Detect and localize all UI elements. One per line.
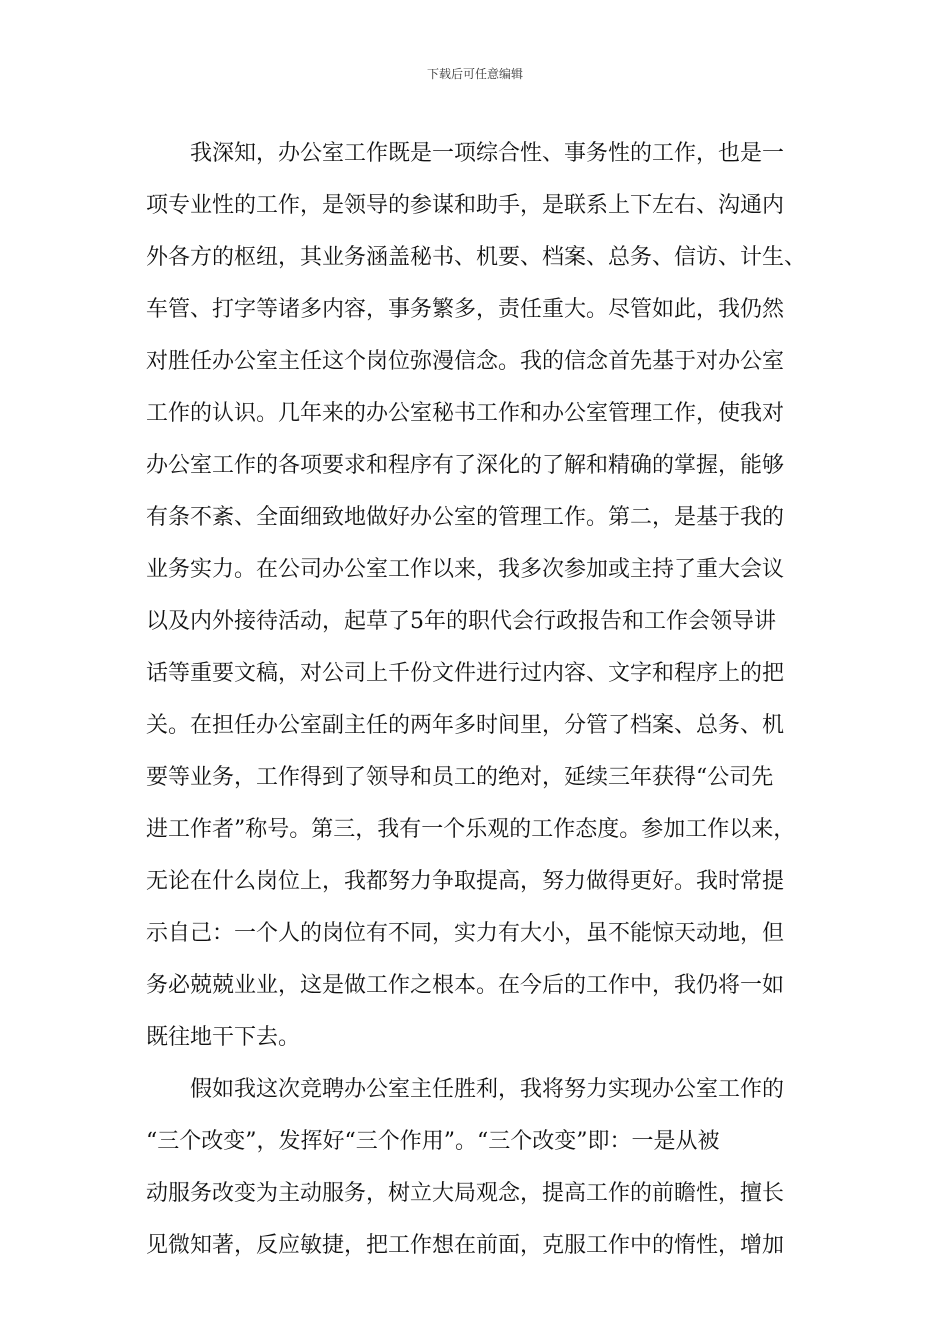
text-line: 车管、打字等诸多内容，事务繁多，责任重大。尽管如此，我仍然 — [146, 297, 785, 322]
text-line: 示自己：一个人的岗位有不同，实力有大小，虽不能惊天动地，但 — [146, 921, 785, 946]
text-line: 假如我这次竞聘办公室主任胜利，我将努力实现办公室工作的 — [190, 1077, 785, 1102]
text-line: 项专业性的工作，是领导的参谋和助手，是联系上下左右、沟通内 — [146, 193, 785, 218]
text-line: 外各方的枢纽，其业务涵盖秘书、机要、档案、总务、信访、计生、 — [146, 245, 807, 270]
text-line: 既往地干下去。 — [146, 1025, 301, 1050]
text-line: 以及内外接待活动，起草了5年的职代会行政报告和工作会领导讲 — [146, 609, 776, 634]
paragraph — [146, 1064, 806, 1272]
paragraph — [146, 128, 806, 1064]
text-line: 业务实力。在公司办公室工作以来，我多次参加或主持了重大会议 — [146, 557, 785, 582]
text-line: 办公室工作的各项要求和程序有了深化的了解和精确的掌握，能够 — [146, 453, 785, 478]
text-line: 见微知著，反应敏捷，把工作想在前面，克服工作中的惰性，增加 — [146, 1233, 785, 1258]
document-body — [146, 128, 806, 1272]
text-line: 要等业务，工作得到了领导和员工的绝对，延续三年获得“公司先 — [146, 765, 774, 790]
text-line: 有条不紊、全面细致地做好办公室的管理工作。第二，是基于我的 — [146, 505, 785, 530]
text-line: 话等重要文稿，对公司上千份文件进行过内容、文字和程序上的把 — [146, 661, 785, 686]
text-line: 关。在担任办公室副主任的两年多时间里，分管了档案、总务、机 — [146, 713, 785, 738]
text-line: 务必兢兢业业，这是做工作之根本。在今后的工作中，我仍将一如 — [146, 973, 785, 998]
text-line: 进工作者”称号。第三，我有一个乐观的工作态度。参加工作以来， — [146, 817, 796, 842]
page-header: 下载后可任意编辑 — [426, 67, 523, 81]
text-line: 对胜任办公室主任这个岗位弥漫信念。我的信念首先基于对办公室 — [146, 349, 785, 374]
text-line: “三个改变”，发挥好“三个作用”。“三个改变”即：一是从被 — [146, 1129, 720, 1154]
text-line: 工作的认识。几年来的办公室秘书工作和办公室管理工作，使我对 — [146, 401, 785, 426]
text-line: 动服务改变为主动服务，树立大局观念，提高工作的前瞻性，擅长 — [146, 1181, 785, 1206]
text-line: 无论在什么岗位上，我都努力争取提高，努力做得更好。我时常提 — [146, 869, 785, 894]
text-line: 我深知，办公室工作既是一项综合性、事务性的工作，也是一 — [190, 141, 785, 166]
